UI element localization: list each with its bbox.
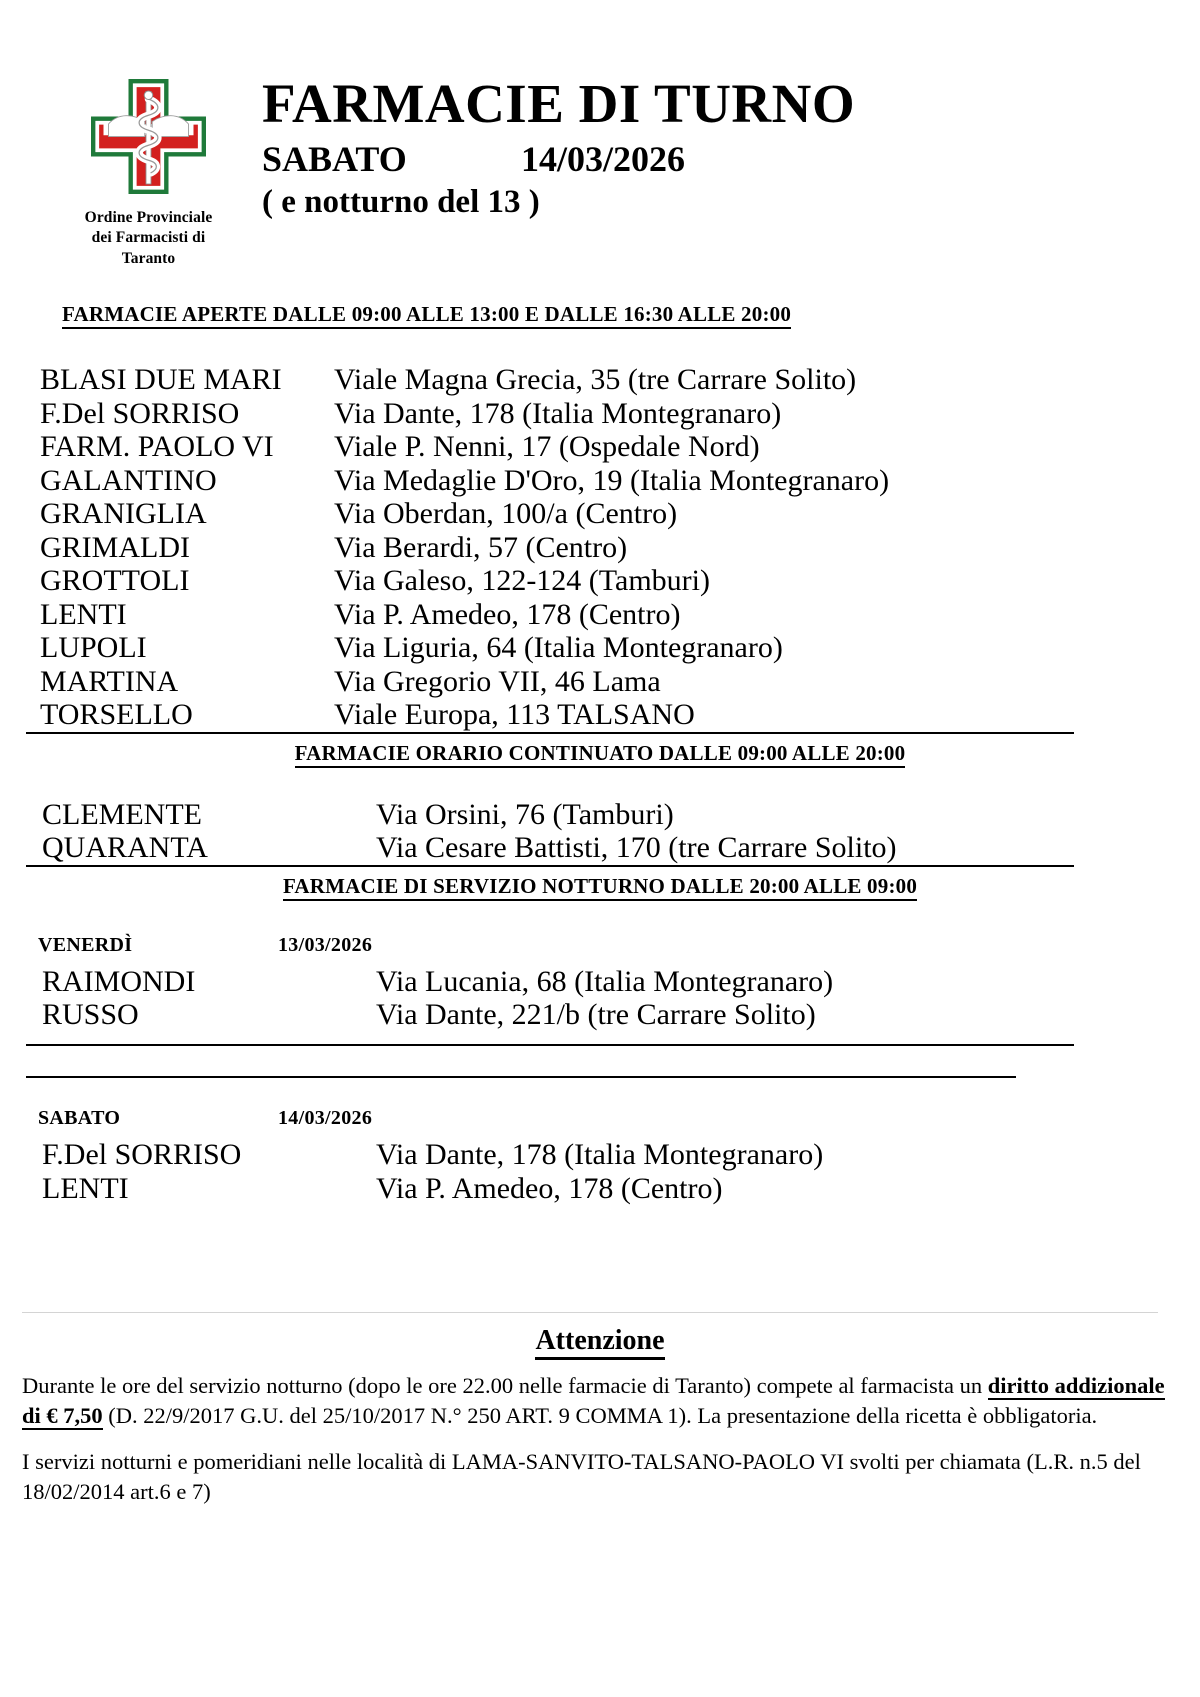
pharmacy-address: Via Lucania, 68 (Italia Montegranaro) [376, 964, 834, 998]
table-row [0, 598, 1200, 632]
organization-name [36, 208, 261, 269]
night-day-group-friday [0, 933, 1200, 1032]
table-row [0, 497, 1200, 531]
pharmacy-cross-caduceus-icon [86, 74, 211, 199]
pharmacy-name: CLEMENTE [42, 797, 202, 831]
table-row [0, 798, 1200, 832]
pharmacy-name: GRANIGLIA [40, 497, 207, 531]
night-day-date: 14/03/2026 [278, 1106, 373, 1129]
table-row [0, 564, 1200, 598]
pharmacy-address: Via Orsini, 76 (Tamburi) [376, 797, 674, 831]
roster-night-note: ( e notturno del 13 ) [262, 183, 540, 220]
organization-logo-block [36, 74, 261, 269]
pharmacy-name: LENTI [40, 597, 127, 631]
table-row [0, 1172, 1200, 1206]
table-row [0, 397, 1200, 431]
table-row [0, 965, 1200, 999]
pharmacy-name: LENTI [42, 1171, 129, 1205]
pharmacy-name: RAIMONDI [42, 964, 196, 998]
pharmacy-name: F.Del SORRISO [42, 1137, 242, 1171]
table-row [0, 430, 1200, 464]
table-row [0, 998, 1200, 1032]
table-row [0, 631, 1200, 665]
attention-fee-highlight: diritto addizionale di € 7,50 [22, 1373, 1165, 1428]
pharmacy-address: Via Dante, 221/b (tre Carrare Solito) [376, 998, 816, 1032]
table-row [0, 698, 1200, 732]
pharmacy-name: MARTINA [40, 664, 179, 698]
pharmacy-list-night-friday [0, 965, 1200, 1032]
pharmacy-name: TORSELLO [40, 698, 193, 732]
roster-day-label: SABATO [262, 139, 407, 180]
table-row [0, 464, 1200, 498]
pharmacy-address: Via Berardi, 57 (Centro) [334, 530, 628, 564]
pharmacy-address: Via P. Amedeo, 178 (Centro) [334, 597, 681, 631]
pharmacy-name: FARM. PAOLO VI [40, 430, 274, 464]
organization-name-line-2: dei Farmacisti di [91, 229, 206, 247]
night-day-label: VENERDÌ [38, 933, 133, 956]
section-heading-open-hours: FARMACIE APERTE DALLE 09:00 ALLE 13:00 E DALLE 16:30 ALLE 20:00 [0, 300, 1200, 335]
attention-title: Attenzione [0, 1325, 1200, 1357]
table-row [0, 665, 1200, 699]
pharmacy-address: Viale Europa, 113 TALSANO [334, 698, 695, 732]
night-day-header [0, 1106, 1200, 1130]
pharmacy-list-night-saturday [0, 1138, 1200, 1205]
pharmacy-address: Via P. Amedeo, 178 (Centro) [376, 1171, 723, 1205]
pharmacy-name: GALANTINO [40, 463, 217, 497]
section-heading-continuous-hours: FARMACIE ORARIO CONTINUATO DALLE 09:00 ALLE 20:00 [0, 734, 1200, 772]
pharmacy-name: LUPOLI [40, 631, 147, 665]
pharmacy-address: Via Oberdan, 100/a (Centro) [334, 497, 678, 531]
spacer [0, 1046, 1200, 1076]
pharmacy-name: BLASI DUE MARI [40, 363, 282, 396]
night-day-label: SABATO [38, 1106, 121, 1129]
night-day-date: 13/03/2026 [278, 933, 373, 956]
attention-p1-pre: Durante le ore del servizio notturno (dopo le ore 22.00 nelle farmacie di Taranto) compete al farmacista un [22, 1373, 988, 1398]
night-day-header [0, 933, 1200, 957]
table-row [0, 831, 1200, 865]
page-title: FARMACIE DI TURNO [262, 73, 856, 134]
attention-p1-post: (D. 22/9/2017 G.U. del 25/10/2017 N.° 250 ART. 9 COMMA 1). La presentazione della ricetta è obbligatoria. [102, 1402, 1098, 1428]
pharmacy-address: Via Liguria, 64 (Italia Montegranaro) [334, 631, 783, 665]
pharmacy-name: GROTTOLI [40, 564, 190, 598]
pharmacy-name: RUSSO [42, 998, 139, 1032]
attention-paragraph-2: I servizi notturni e pomeridiani nelle località di LAMA-SANVITO-TALSANO-PAOLO VI svolti per chiamata (L.R. n.5 del 18/02/2014 art.6 e 7) [22, 1448, 1141, 1504]
pharmacy-address: Via Dante, 178 (Italia Montegranaro) [376, 1137, 824, 1171]
organization-name-line-3: Taranto [121, 249, 176, 267]
section-heading-night-service: FARMACIE DI SERVIZIO NOTTURNO DALLE 20:00 ALLE 09:00 [0, 867, 1200, 905]
attention-body [0, 1371, 1200, 1507]
pharmacy-name: F.Del SORRISO [40, 396, 240, 430]
pharmacy-address: Via Dante, 178 (Italia Montegranaro) [334, 396, 782, 430]
table-row [0, 363, 1200, 397]
section-divider [26, 1076, 1016, 1078]
pharmacy-address: Via Gregorio VII, 46 Lama [334, 664, 661, 698]
attention-footer [0, 1312, 1200, 1507]
pharmacy-name: GRIMALDI [40, 530, 190, 564]
table-row [0, 1138, 1200, 1172]
organization-name-line-1: Ordine Provinciale [84, 209, 213, 226]
pharmacy-name: QUARANTA [42, 831, 208, 865]
attention-paragraph-1 [22, 1371, 1178, 1431]
night-day-group-saturday [0, 1106, 1200, 1205]
title-block [262, 73, 1162, 220]
pharmacy-address: Via Medaglie D'Oro, 19 (Italia Montegranaro) [334, 463, 890, 497]
footer-divider [22, 1312, 1158, 1313]
pharmacy-address: Viale Magna Grecia, 35 (tre Carrare Solito) [334, 363, 857, 396]
pharmacy-list-continuous-hours [0, 798, 1200, 865]
pharmacy-list-open-hours [0, 363, 1200, 732]
page-header [0, 0, 1200, 300]
pharmacy-address: Viale P. Nenni, 17 (Ospedale Nord) [334, 430, 760, 464]
pharmacy-address: Via Galeso, 122-124 (Tamburi) [334, 564, 710, 598]
pharmacy-address: Via Cesare Battisti, 170 (tre Carrare Solito) [376, 831, 897, 865]
roster-date-line [262, 140, 1162, 180]
roster-date: 14/03/2026 [521, 139, 686, 180]
table-row [0, 531, 1200, 565]
spacer [0, 1032, 1200, 1044]
